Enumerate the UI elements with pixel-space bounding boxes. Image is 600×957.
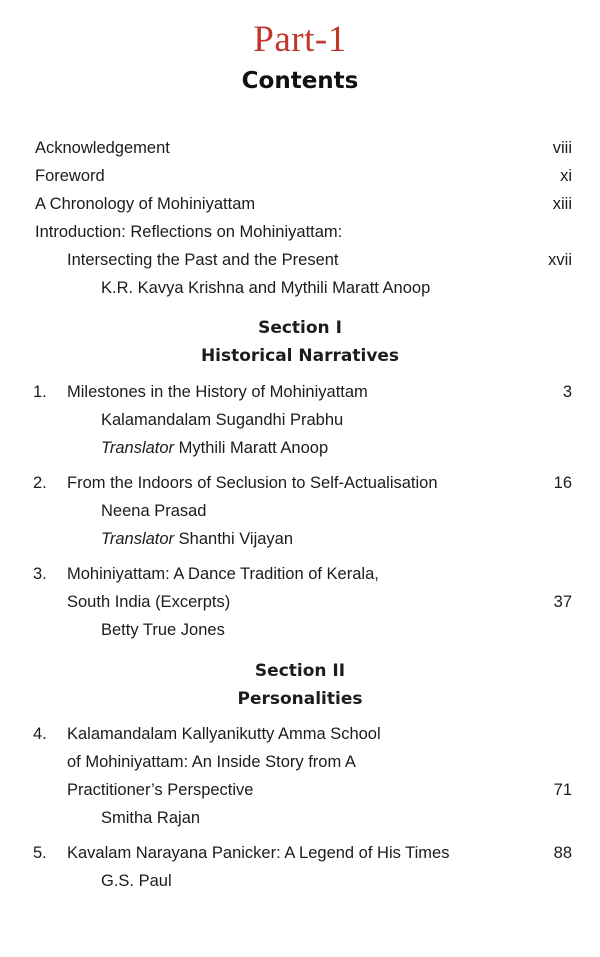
translator-label: Translator	[101, 530, 175, 548]
toc-page: xi	[560, 167, 572, 185]
toc-title-cont[interactable]: of Mohiniyattam: An Inside Story from A	[67, 753, 356, 771]
toc-page: 88	[553, 844, 572, 862]
section-label: Section II	[254, 661, 346, 681]
toc-number: 3.	[33, 565, 47, 583]
toc-title[interactable]: From the Indoors of Seclusion to Self-Actualisation	[67, 474, 438, 492]
toc-title-introduction[interactable]: Introduction: Reflections on Mohiniyattam:	[35, 223, 343, 241]
translator-label: Translator	[101, 439, 175, 457]
toc-page: viii	[552, 139, 572, 157]
section-name: Historical Narratives	[200, 346, 400, 366]
toc-author: G.S. Paul	[101, 872, 172, 890]
toc-page: xiii	[552, 195, 572, 213]
toc-translator	[101, 529, 293, 549]
section-name: Personalities	[237, 689, 363, 709]
toc-number: 2.	[33, 474, 47, 492]
section-label: Section I	[258, 318, 342, 338]
toc-title-cont[interactable]: Practitioner’s Perspective	[67, 781, 254, 799]
toc-title-acknowledgement[interactable]: Acknowledgement	[35, 139, 170, 157]
toc-number: 4.	[33, 725, 47, 743]
toc-title[interactable]: Kavalam Narayana Panicker: A Legend of His Times	[67, 844, 450, 862]
toc-page: 71	[553, 781, 572, 799]
toc-title[interactable]: Mohiniyattam: A Dance Tradition of Kerala,	[67, 565, 379, 583]
toc-page: xvii	[548, 251, 572, 269]
translator-name: Mythili Maratt Anoop	[178, 439, 329, 457]
toc-translator	[101, 438, 328, 458]
toc-page: 37	[553, 593, 572, 611]
toc-author: Smitha Rajan	[101, 809, 201, 827]
toc-title[interactable]: Kalamandalam Kallyanikutty Amma School	[67, 725, 381, 743]
toc-number: 5.	[33, 844, 47, 862]
toc-author: Kalamandalam Sugandhi Prabhu	[101, 411, 344, 429]
toc-author: K.R. Kavya Krishna and Mythili Maratt Anoop	[101, 279, 431, 297]
toc-page: 16	[553, 474, 572, 492]
toc-number: 1.	[33, 383, 47, 401]
contents-title: Contents	[241, 68, 359, 94]
toc-page: 3	[562, 383, 572, 401]
toc-title-foreword[interactable]: Foreword	[35, 167, 105, 185]
toc-title[interactable]: Milestones in the History of Mohiniyattam	[67, 383, 368, 401]
toc-title-introduction-cont[interactable]: Intersecting the Past and the Present	[67, 251, 339, 269]
toc-title-cont[interactable]: South India (Excerpts)	[67, 593, 231, 611]
toc-author: Betty True Jones	[101, 621, 225, 639]
translator-name: Shanthi Vijayan	[178, 530, 294, 548]
part-heading: Part-1	[253, 19, 347, 60]
toc-title-chronology[interactable]: A Chronology of Mohiniyattam	[35, 195, 256, 213]
toc-author: Neena Prasad	[101, 502, 207, 520]
